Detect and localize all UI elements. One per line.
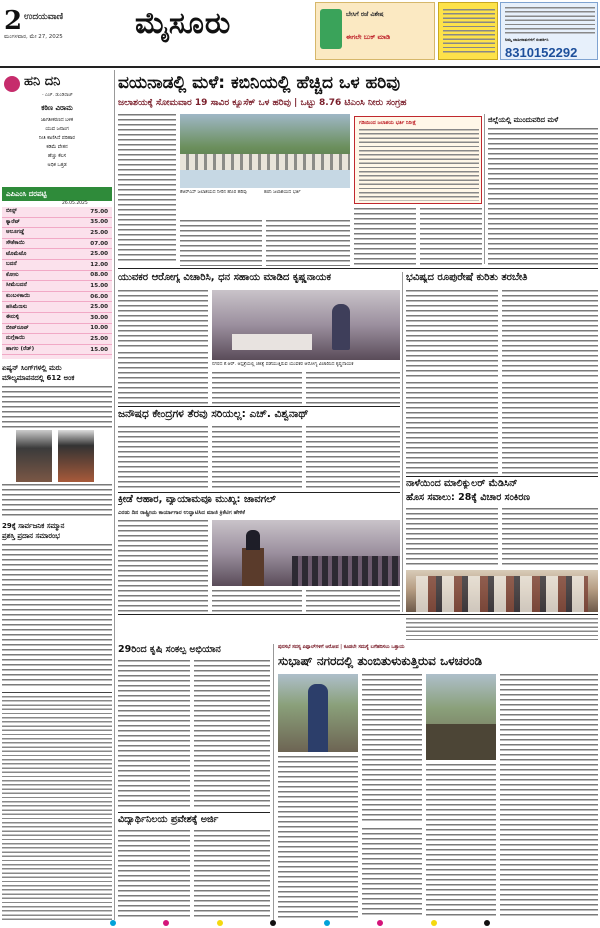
sidebar-story-2-headline: 29ಕ್ಕೆ ಸಾರ್ವಜನಿಕ ಸಮ್ಮಾನ: [2, 522, 65, 530]
right-story-headline: ಜಿಲ್ಲೆಯಲ್ಲಿ ಮುಂದುವರಿದ ಮಳೆ: [488, 116, 559, 124]
person-figure: [332, 304, 350, 350]
water: [180, 170, 350, 188]
price-name: ಬೀಟ್‌ರೂಟ್: [6, 324, 29, 331]
subhash-rule: [273, 644, 274, 920]
price-row: [2, 228, 112, 239]
student-photo-2: [58, 430, 94, 482]
sidebar-story-1-text-2: [2, 484, 112, 518]
masthead-rule: [0, 66, 600, 68]
honey-logo-icon: [4, 76, 20, 92]
kreede-text-1: [118, 520, 208, 612]
bhavishya-text-2: [502, 290, 598, 378]
medicine-text-2: [502, 508, 598, 568]
page-number: 2: [4, 6, 23, 36]
section-title: ಮೈಸೂರು: [135, 6, 232, 41]
speaker-figure: [246, 530, 260, 550]
price-name: ಬೀನ್ಸ್: [6, 208, 17, 215]
kreede-headline: ಕ್ರೀಡೆ ಆಹಾರ, ವ್ಯಾಯಾಮವೂ ಮುಖ್ಯ: ಜಾವಗಲ್: [118, 494, 276, 505]
sidebar-story-1-headline: ಏಷ್ಯನ್ ಸಿಂಗ್‌ಗಳಲ್ಲಿ ಮರು: [2, 364, 62, 372]
subhash-kicker: ಪುರಸಭೆ ಸದಸ್ಯ ಪಿಪ್ಪಾಲ್‌ಗಳಿಗೆ ಆರೋಪ | ಕೂಡಲೇ ಸಮಸ್ಯೆ ಬಗೆಹರಿಸಲು ಒತ್ತಾಯ: [278, 645, 405, 650]
kreede-text-2: [212, 590, 302, 612]
lead-text-col-5: [420, 208, 482, 266]
yuvakara-text-2: [118, 352, 208, 404]
top-ad-2[interactable]: [438, 2, 498, 60]
kreede-subhead: ಎರಡು ದಿನ ರಾಷ್ಟ್ರೀಯ ಕಾರ್ಯಾಗಾರ ಉದ್ಘಾಟಿಸಿದ ಮಾಜಿ ಕ್ರಿಕೆಟಿಗ ಹೇಳಿಕೆ: [118, 510, 245, 516]
subhash-text-1: [362, 674, 422, 824]
subhash-text-4: [362, 828, 422, 918]
medicine-headline-2: ಹೊಸ ಸವಾಲು: 28ಕ್ಕೆ ವಿಚಾರ ಸಂಕಿರಣ: [406, 492, 531, 503]
kavana-line: ಯುವ ಜನಾಂಗ: [45, 127, 69, 132]
lead-photo-caption-1: ಕೆಆರ್‌ಎಸ್ ಜಲಾಶಯದ ನೀರಿನ ಹೊರ ಹರಿವು: [180, 190, 247, 195]
lead-box-text: [359, 129, 479, 201]
ad-2-text: [443, 9, 495, 55]
logo: ಹನಿ ದನಿ: [24, 74, 61, 89]
sidebar-divider: [2, 692, 112, 693]
subhash-photo-2: [426, 674, 496, 760]
lead-text-col-2: [180, 220, 262, 266]
sidebar-story-2-text: [2, 544, 112, 688]
vidyarthi-text-1: [118, 830, 190, 918]
edition-date: ಮಂಗಳವಾರ, ಮೇ 27, 2025: [4, 34, 63, 40]
krishi-headline: 29ರಿಂದ ಕೃಷಿ ಸಂಕಲ್ಪ ಅಭಿಯಾನ: [118, 644, 221, 655]
price-value: 08.00: [90, 272, 108, 279]
yuvakara-caption: ನಗರದ ಕೆ.ಆರ್. ಆಸ್ಪತ್ರೆಯಲ್ಲಿ ಚಿಕಿತ್ಸೆ ಪಡೆಯುತ್ತಿರುವ ಯುವಕರ ಆರೋಗ್ಯ ವಿಚಾರಿಸಿದ ಕೃಷ್ಣನಾಯಕ: [212, 362, 354, 367]
price-name: ಹಾಗಲ (ರೆಡ್): [6, 346, 35, 353]
podium: [242, 548, 264, 586]
price-name: ಬದನೆ: [6, 261, 17, 268]
phone-ad[interactable]: [500, 2, 598, 60]
lead-text-col-1: [118, 114, 176, 264]
mid-rule-2: [118, 492, 400, 493]
subhash-text-3: [278, 756, 358, 918]
subhash-text-2: [500, 674, 598, 918]
price-row: [2, 239, 112, 250]
logo-sub: - ಎಚ್. ಡುಂಡಿರಾಜ್: [42, 93, 73, 98]
price-row: [2, 302, 112, 313]
bhavishya-rule: [402, 272, 403, 612]
janaushadhi-text-1: [118, 426, 208, 490]
price-name: ಸೌತೆಕಾಯಿ: [6, 240, 25, 247]
ad-line-2: ಈಗಲೇ ಬುಕ್ ಮಾಡಿ: [346, 33, 391, 41]
kavana-line: ಜಾಗತೀಕರಣದ ಬಳಿಕ: [40, 118, 74, 123]
lead-dam-photo: [180, 114, 350, 188]
student-photo: [16, 430, 52, 482]
full-width-caption: [406, 618, 598, 640]
audience: [292, 556, 400, 586]
yuvakara-text-4: [306, 372, 400, 404]
lead-subhead: ಜಲಾಶಯಕ್ಕೆ ಸೋಮವಾರ 19 ಸಾವಿರ ಕ್ಯೂಸೆಕ್ ಒಳ ಹರಿವು | ಒಟ್ಟು 8.76 ಟಿಎಂಸಿ ನೀರು ಸಂಗ್ರಹ: [118, 98, 407, 108]
medicine-top-rule: [406, 476, 598, 477]
price-value: 35.00: [90, 219, 108, 226]
paper-name: ಉದಯವಾಣಿ: [24, 12, 64, 22]
prices-title: ಎಪಿಎಂಸಿ ದರಪಟ್ಟಿ: [6, 190, 47, 198]
price-value: 06.00: [90, 293, 108, 300]
prices-header: [2, 187, 112, 201]
phone-ad-text: [505, 7, 595, 35]
ad-line-1: ಬೇಸಿಗೆ ರಜೆ ವಿಶೇಷ: [346, 11, 384, 18]
bhavishya-text-3: [406, 382, 498, 474]
price-row: [2, 292, 112, 303]
sidebar-column-rule: [114, 70, 115, 920]
price-value: 25.00: [90, 335, 108, 342]
medicine-text-1: [406, 508, 498, 568]
price-value: 75.00: [90, 208, 108, 215]
top-ad-1[interactable]: [315, 2, 435, 60]
lead-text-col-3: [266, 220, 350, 266]
ad-phone-icon: [320, 9, 342, 49]
price-value: 25.00: [90, 229, 108, 236]
mid-rule-3: [118, 614, 598, 615]
price-value: 10.00: [90, 325, 108, 332]
sidebar-notices: [2, 696, 112, 922]
right-col-rule: [484, 114, 485, 264]
sidebar: [2, 70, 112, 926]
price-value: 25.00: [90, 304, 108, 311]
krishi-text-1: [118, 660, 190, 810]
kavana-line: ಕಡಿಮೆ ವೇತನ: [46, 145, 68, 150]
krishi-text-2: [194, 660, 270, 810]
price-row: [2, 271, 112, 282]
dam-wall: [180, 154, 350, 170]
vidyarthi-text-2: [194, 830, 270, 918]
price-name: ಈರುಳ್ಳಿ: [6, 314, 19, 321]
price-value: 15.00: [90, 346, 108, 353]
janaushadhi-text-2: [212, 426, 302, 490]
mid-rule-1: [118, 406, 400, 407]
price-name: ಆಲೂಗಡ್ಡೆ: [6, 229, 25, 236]
price-row: [2, 345, 112, 356]
vidyarthi-rule: [118, 812, 270, 813]
lead-box-note: ಗಡಿಯಿಂದ ಜಲಾಶಯ ಭರ್ತಿ ನಿರೀಕ್ಷೆ: [359, 120, 417, 126]
subhash-photo-1: [278, 674, 358, 752]
price-name: ಕ್ಯಾರೆಟ್: [6, 218, 20, 225]
kavana-line: ಅಧಿಕ ಒತ್ತಡ: [47, 163, 67, 168]
subhash-text-5: [426, 764, 496, 918]
phone-number: 8310152292: [505, 45, 578, 60]
janaushadhi-text-3: [306, 426, 400, 490]
yuvakara-text-3: [212, 372, 302, 404]
bhavishya-headline: ಭವಿಷ್ಯದ ರೂಪುರೇಷೆ ಕುರಿತು ತರಬೇತಿ: [406, 272, 528, 283]
vidyarthi-headline: ವಿದ್ಯಾರ್ಥಿನಿಲಯ ಪ್ರವೇಶಕ್ಕೆ ಅರ್ಜಿ: [118, 814, 219, 825]
phone-caption: ನಿಮ್ಮ ಜಾಹೀರಾತುಗಳಿಗೆ ಸಂಪರ್ಕಿಸಿ: [505, 37, 549, 42]
lead-highlight-box: [354, 116, 482, 204]
man-figure: [308, 684, 328, 752]
yuvakara-photo: [212, 290, 400, 360]
price-row: [2, 281, 112, 292]
janaushadhi-headline: ಜನೌಷಧ ಕೇಂದ್ರಗಳ ತೆರವು ಸರಿಯಲ್ಲ: ಎಚ್. ವಿಶ್ವನಾಥ್: [118, 408, 309, 420]
group-figures: [416, 576, 588, 612]
price-value: 30.00: [90, 314, 108, 321]
subhash-headline: ಸುಭಾಷ್ ನಗರದಲ್ಲಿ ತುಂಬಿತುಳುಕುತ್ತಿರುವ ಒಳಚರಂಡಿ: [278, 654, 483, 668]
bhavishya-text: [406, 290, 498, 378]
masthead: [0, 0, 600, 66]
price-value: 15.00: [90, 282, 108, 289]
price-name: ಕೋಸು: [6, 271, 19, 278]
kreede-text-3: [306, 590, 400, 612]
price-name: ನುಗ್ಗೆಕಾಯಿ: [6, 335, 25, 342]
sidebar-story-1-text: [2, 386, 112, 428]
medicine-photo: [406, 570, 598, 612]
price-row: [2, 313, 112, 324]
lead-photo-caption-2: ಕಬಿನಿ ಜಲಾಶಯದ ಭರ್ತಿ: [264, 190, 301, 195]
sidebar-story-1-headline-2: ಮೌಲ್ಯಮಾಪನದಲ್ಲಿ 612 ಅಂಕ: [2, 374, 75, 382]
price-row: [2, 218, 112, 229]
price-value: 07.00: [90, 240, 108, 247]
price-value: 12.00: [90, 261, 108, 268]
kavana-line: ನೀತಿ ಕಾಣಿಸಿದೆ ಪರಿಹಾರ: [39, 136, 75, 141]
lead-text-col-4: [354, 208, 416, 266]
right-story-text: [488, 128, 598, 266]
prices-table: [2, 207, 112, 359]
price-row: [2, 207, 112, 218]
bhavishya-text-4: [502, 382, 598, 474]
medicine-headline: ನಾಳೆಯಿಂದ ಮಾಲಿಕ್ಯುಲರ್ ಮೆಡಿಸಿನ್: [406, 478, 518, 489]
lead-headline: ವಯನಾಡಲ್ಲಿ ಮಳೆ: ಕಬಿನಿಯಲ್ಲಿ ಹೆಚ್ಚಿದ ಒಳ ಹರಿವು: [118, 73, 401, 93]
price-row: [2, 324, 112, 335]
kavana-line: ಹೆಚ್ಚು ಕೆಲಸ: [47, 154, 67, 159]
prices-date: 26.05.2025: [62, 201, 88, 206]
price-name: ಕುಂಬಳಕಾಯಿ: [6, 293, 31, 300]
sidebar-story-2-headline-2: ಪ್ರಶಸ್ತಿ ಪ್ರದಾನ ಸಮಾರಂಭ: [2, 532, 60, 540]
lead-bottom-rule: [118, 268, 598, 269]
price-row: [2, 260, 112, 271]
kavana-lines: [2, 116, 112, 170]
yuvakara-headline: ಯುವಕರ ಆರೋಗ್ಯ ವಿಚಾರಿಸಿ, ಧನ ಸಹಾಯ ಮಾಡಿದ ಕೃಷ್ಣನಾಯಕ: [118, 272, 332, 283]
price-row: [2, 334, 112, 345]
drain: [426, 724, 496, 760]
price-name: ಟೊಮೆಟೊ: [6, 250, 27, 257]
kreede-photo: [212, 520, 400, 586]
hospital-bed: [232, 334, 312, 350]
price-name: ಹಸಿಮೆಣಸು: [6, 303, 28, 310]
price-value: 25.00: [90, 251, 108, 258]
kavana-title: ಕಠಿಣ ವಿರಾಮ: [41, 104, 73, 112]
registration-marks: [110, 920, 490, 926]
yuvakara-text-1: [118, 290, 208, 350]
price-row: [2, 249, 112, 260]
price-name: ಸೀಮೆಬದನೆ: [6, 282, 27, 289]
